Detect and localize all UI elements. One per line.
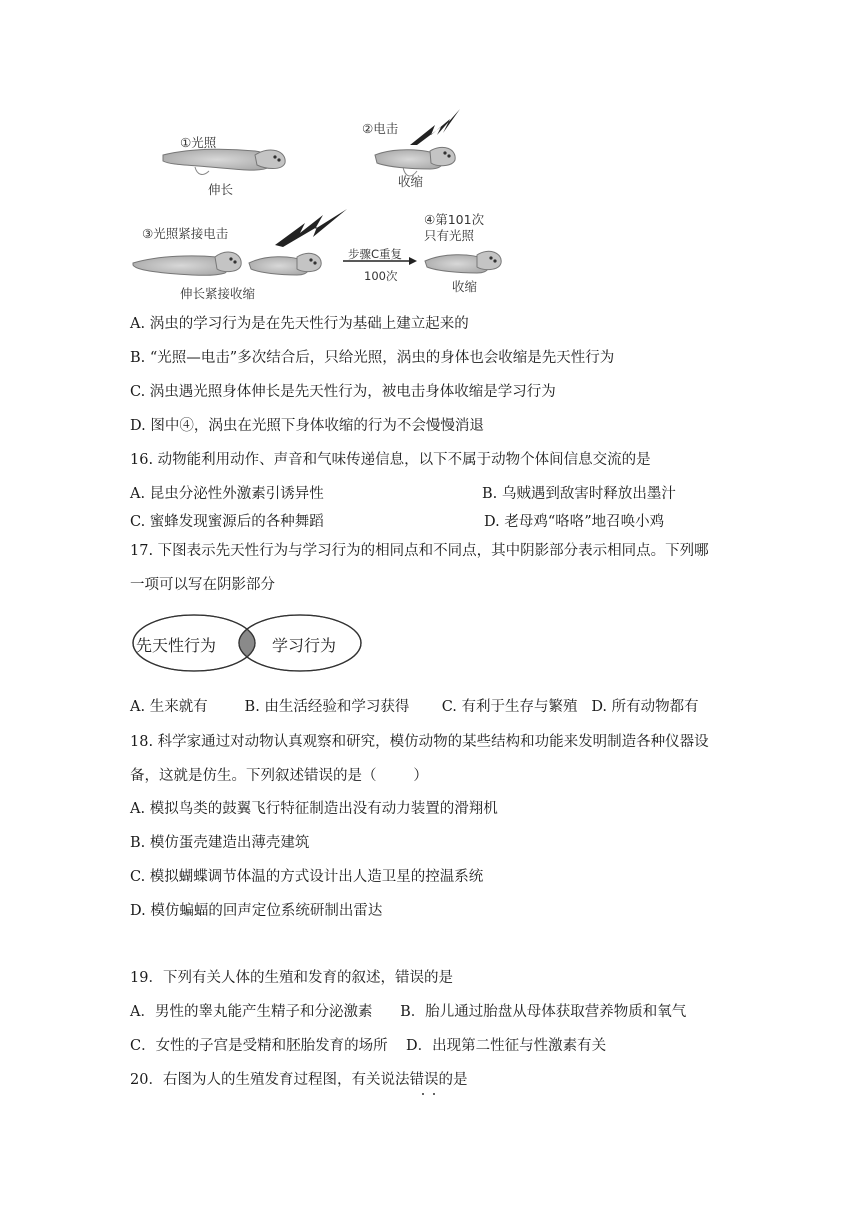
step4-result: 收缩	[452, 279, 478, 294]
step2-label: ②电击	[362, 121, 399, 136]
step1-label: ①光照	[180, 135, 217, 150]
q17-options: A. 生来就有 B. 由生活经验和学习获得 C. 有利于生存与繁殖 D. 所有动物都有	[130, 699, 699, 715]
worm-contracted-icon	[249, 253, 321, 275]
lightning-icon	[410, 109, 460, 145]
q16-option-d: D. 老母鸡“咯咯”地召唤小鸡	[484, 514, 665, 530]
arrow-bottom-label: 100次	[364, 269, 398, 283]
q17-stem-line1: 17. 下图表示先天性行为与学习行为的相同点和不同点，其中阴影部分表示相同点。下列哪	[130, 543, 709, 559]
q18-option-a: A. 模拟鸟类的鼓翼飞行特征制造出没有动力装置的滑翔机	[130, 801, 498, 817]
arrow-top-label: 步骤C重复	[348, 247, 403, 261]
step4-label-line1: ④第101次	[424, 212, 485, 227]
q18-stem-line1: 18. 科学家通过对动物认真观察和研究，模仿动物的某些结构和功能来发明制造各种仪器设	[130, 734, 709, 750]
step3-label: ③光照紧接电击	[142, 226, 229, 241]
emphasis-dots	[420, 1093, 440, 1097]
q18-option-c: C. 模拟蝴蝶调节体温的方式设计出人造卫星的控温系统	[130, 869, 484, 885]
venn-right-label: 学习行为	[272, 636, 337, 655]
q18-option-d: D. 模仿蝙蝠的回声定位系统研制出雷达	[130, 903, 383, 919]
q16-option-a: A. 昆虫分泌性外激素引诱异性	[130, 486, 324, 502]
q19-row1: A．男性的睾丸能产生精子和分泌激素 B．胎儿通过胎盘从母体获取营养物质和氧气	[130, 1004, 687, 1020]
q19-row2: C．女性的子宫是受精和胚胎发育的场所 D．出现第二性征与性激素有关	[130, 1038, 607, 1054]
q15-option-c: C. 涡虫遇光照身体伸长是先天性行为，被电击身体收缩是学习行为	[130, 384, 556, 400]
q15-option-d: D. 图中④，涡虫在光照下身体收缩的行为不会慢慢消退	[130, 418, 484, 434]
worm-stretched-icon	[133, 252, 241, 275]
step1-result: 伸长	[208, 182, 234, 197]
step3-result: 伸长紧接收缩	[180, 286, 256, 301]
q18-option-b: B. 模仿蛋壳建造出薄壳建筑	[130, 835, 310, 851]
step2-result: 收缩	[398, 174, 424, 189]
lightning-icon	[275, 209, 347, 247]
q17-stem-line2: 一项可以写在阴影部分	[130, 577, 275, 593]
venn-left-label: 先天性行为	[136, 636, 217, 655]
q16-option-c: C. 蜜蜂发现蜜源后的各种舞蹈	[130, 514, 324, 530]
q20-stem: 20．右图为人的生殖发育过程图，有关说法错误的是	[130, 1072, 468, 1088]
q15-option-b: B. “光照—电击”多次结合后，只给光照，涡虫的身体也会收缩是先天性行为	[130, 350, 615, 366]
step4-label-line2: 只有光照	[424, 228, 475, 243]
q19-stem: 19．下列有关人体的生殖和发育的叙述，错误的是	[130, 970, 453, 986]
worm-stretched-icon	[163, 149, 285, 174]
worm-contracted-icon	[425, 251, 501, 273]
q16-option-b: B. 乌贼遇到敌害时释放出墨汁	[482, 486, 676, 502]
q15-option-a: A. 涡虫的学习行为是在先天性行为基础上建立起来的	[130, 316, 469, 332]
q16-stem: 16. 动物能利用动作、声音和气味传递信息，以下不属于动物个体间信息交流的是	[130, 452, 651, 468]
q18-stem-line2: 备，这就是仿生。下列叙述错误的是（ ）	[130, 768, 428, 784]
